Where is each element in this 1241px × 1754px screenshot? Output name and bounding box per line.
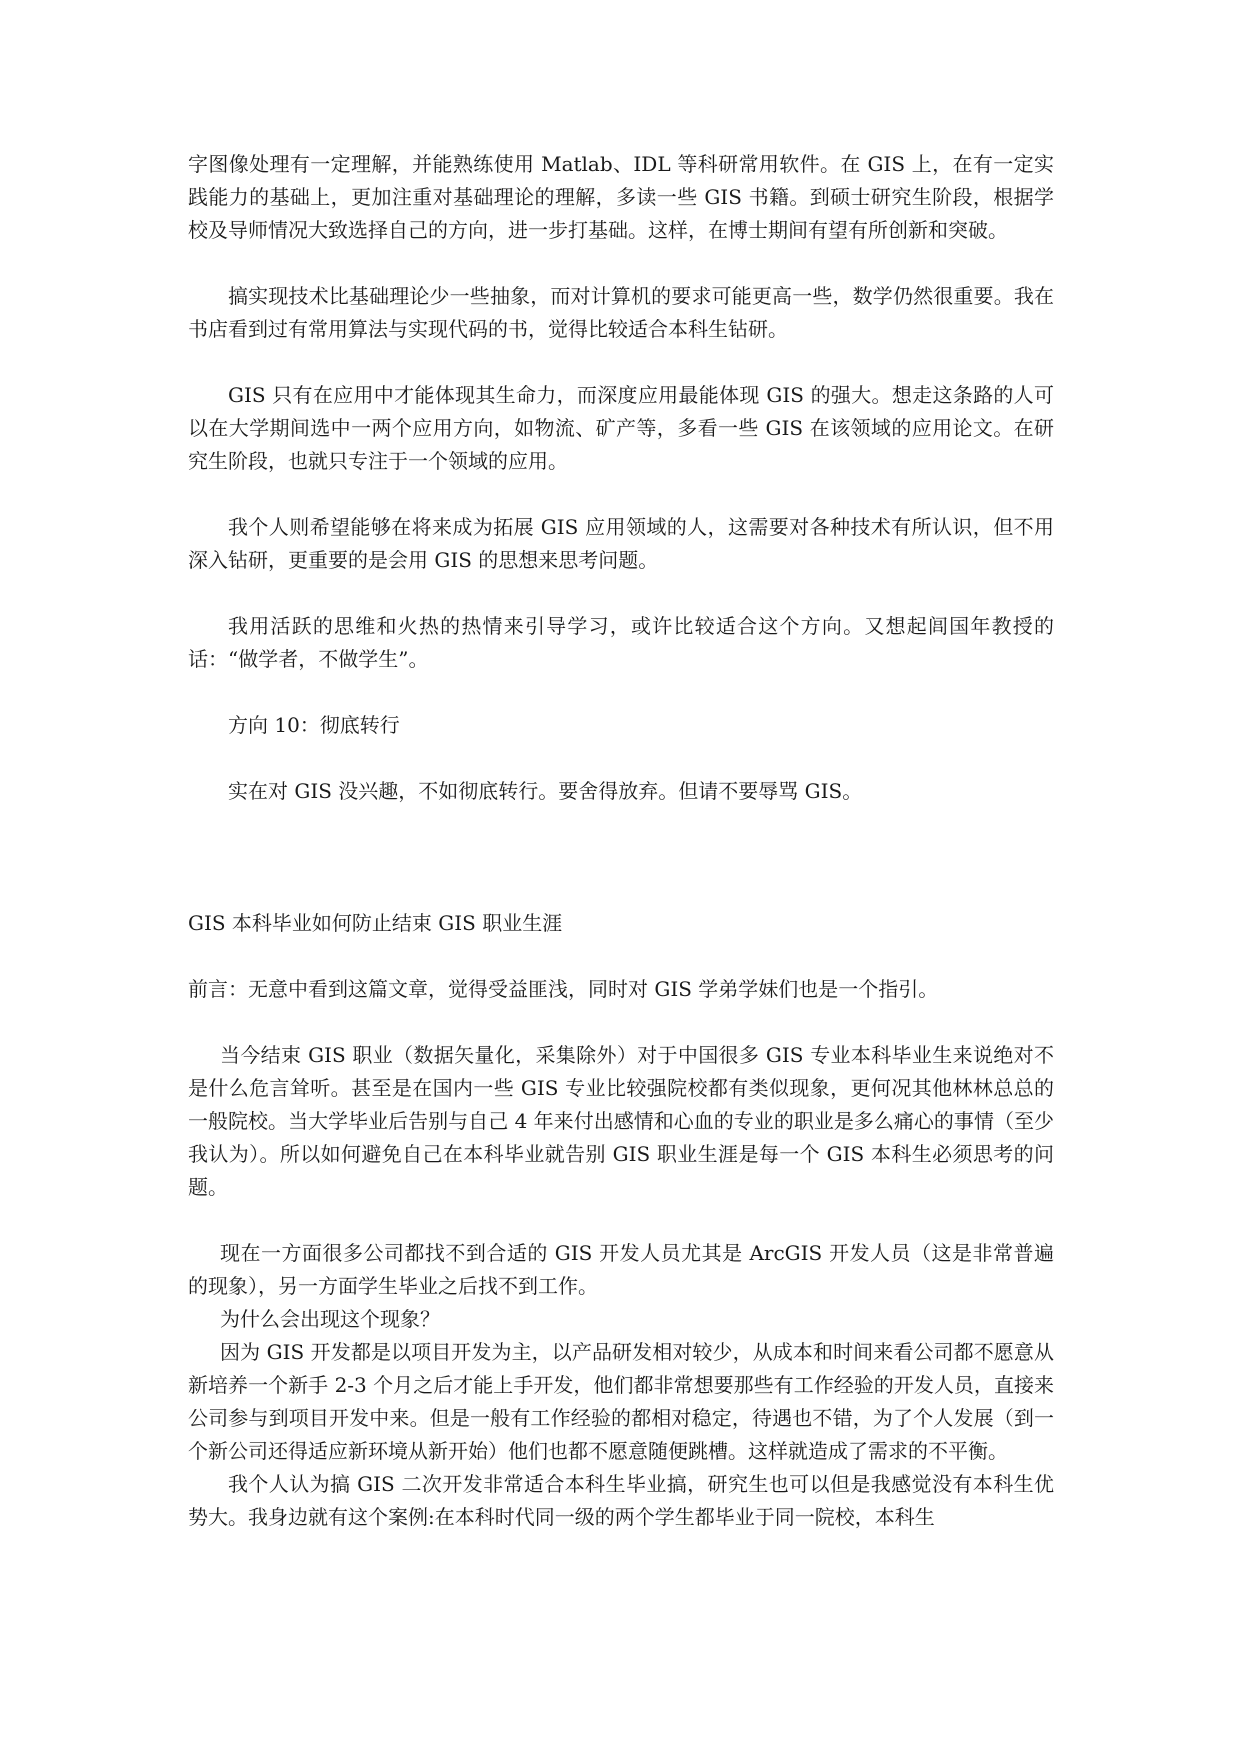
paragraph-preface: 前言：无意中看到这篇文章，觉得受益匪浅，同时对 GIS 学弟学妹们也是一个指引。 bbox=[188, 977, 939, 1001]
paragraph-personal-hope: 我个人则希望能够在将来成为拓展 GIS 应用领域的人，这需要对各种技术有所认识，但不用深入钻研，更重要的是会用 GIS 的思想来思考问题。 bbox=[188, 515, 1054, 572]
paragraph-market: 现在一方面很多公司都找不到合适的 GIS 开发人员尤其是 ArcGIS 开发人员（这是非常普遍的现象），另一方面学生毕业之后找不到工作。 bbox=[188, 1241, 1054, 1298]
document-page bbox=[188, 148, 1054, 1534]
paragraph-reason: 因为 GIS 开发都是以项目开发为主，以产品研发相对较少，从成本和时间来看公司都不愿意从新培养一个新手 2-3 个月之后才能上手开发，他们都非常想要那些有工作经验的开发人员，直接来公司参与到项目开发中来。但是一般有工作经验的都相对稳定，待遇也不错，为了个人发展（到一个新公司还得适应新环境从新开始）他们也都不愿意随便跳槽。这样就造成了需求的不平衡。 bbox=[188, 1340, 1054, 1463]
paragraph-opinion: 我个人认为搞 GIS 二次开发非常适合本科生毕业搞，研究生也可以但是我感觉没有本科生优势大。我身边就有这个案例:在本科时代同一级的两个学生都毕业于同一院校，本科生 bbox=[188, 1472, 1054, 1529]
paragraph-technology: 搞实现技术比基础理论少一些抽象，而对计算机的要求可能更高一些，数学仍然很重要。我在书店看到过有常用算法与实现代码的书，觉得比较适合本科生钻研。 bbox=[188, 284, 1054, 341]
paragraph-question: 为什么会出现这个现象？ bbox=[220, 1307, 440, 1331]
paragraph-application: GIS 只有在应用中才能体现其生命力，而深度应用最能体现 GIS 的强大。想走这条路的人可以在大学期间选中一两个应用方向，如物流、矿产等，多看一些 GIS 在该领域的应用论文。在研究生阶段，也就只专注于一个领域的应用。 bbox=[188, 383, 1054, 473]
paragraph-current-situation: 当今结束 GIS 职业（数据矢量化，采集除外）对于中国很多 GIS 专业本科毕业生来说绝对不是什么危言耸听。甚至是在国内一些 GIS 专业比较强院校都有类似现象，更何况其他林林总总的一般院校。当大学毕业后告别与自己 4 年来付出感情和心血的专业的职业是多么痛心的事情（至少我认为）。所以如何避免自己在本科毕业就告别 GIS 职业生涯是每一个 GIS 本科生必须思考的问题。 bbox=[188, 1043, 1054, 1199]
paragraph-continued: 字图像处理有一定理解，并能熟练使用 Matlab、IDL 等科研常用软件。在 GIS 上，在有一定实践能力的基础上，更加注重对基础理论的理解，多读一些 GIS 书籍。到硕士研究生阶段，根据学校及导师情况大致选择自己的方向，进一步打基础。这样，在博士期间有望有所创新和突破。 bbox=[188, 152, 1054, 242]
paragraph-learning: 我用活跃的思维和火热的热情来引导学习，或许比较适合这个方向。又想起闾国年教授的话：“做学者，不做学生”。 bbox=[188, 614, 1054, 671]
section-heading-direction-10: 方向 10：彻底转行 bbox=[228, 713, 400, 737]
paragraph-career-change: 实在对 GIS 没兴趣，不如彻底转行。要舍得放弃。但请不要辱骂 GIS。 bbox=[228, 779, 863, 803]
article-title: GIS 本科毕业如何防止结束 GIS 职业生涯 bbox=[188, 911, 563, 935]
